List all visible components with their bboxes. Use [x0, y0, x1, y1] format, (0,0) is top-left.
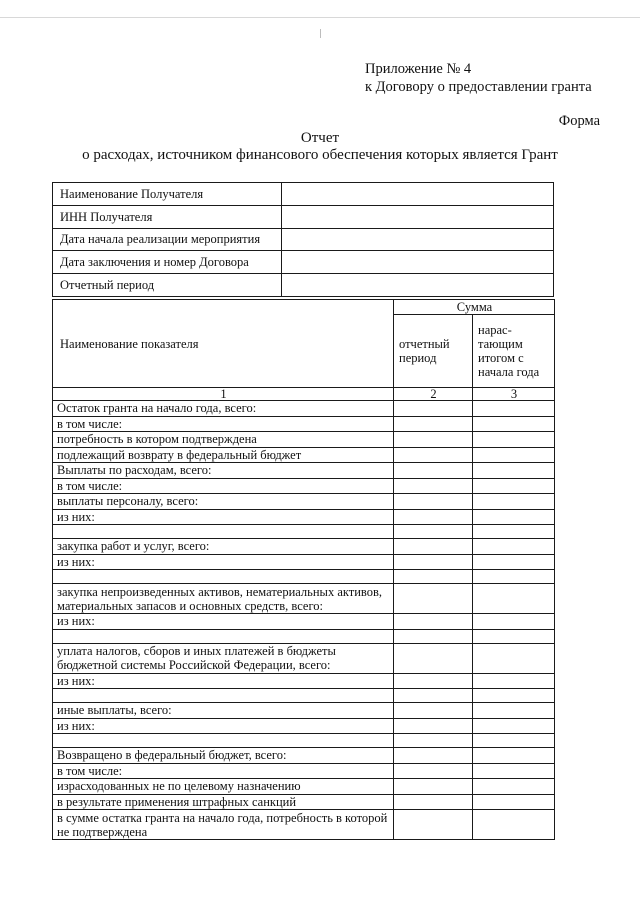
period-value-cell[interactable] — [394, 748, 473, 764]
cumulative-value-cell[interactable] — [473, 432, 555, 448]
period-value-cell[interactable] — [394, 703, 473, 719]
indicator-cell: в том числе: — [53, 416, 394, 432]
info-label: Дата заключения и номер Договора — [53, 251, 282, 274]
table-row — [53, 810, 555, 840]
table-row — [53, 554, 555, 570]
report-title: Отчет — [300, 130, 340, 146]
indicator-cell: выплаты персоналу, всего: — [53, 494, 394, 510]
cumulative-value-cell[interactable] — [473, 718, 555, 734]
cumulative-value-cell[interactable] — [473, 643, 555, 673]
indicator-cell: в том числе: — [53, 763, 394, 779]
scan-artifact-mark — [320, 29, 321, 38]
info-label: Дата начала реализации мероприятия — [53, 228, 282, 251]
table-row — [53, 584, 555, 614]
period-value-cell[interactable] — [394, 734, 473, 748]
cumulative-value-cell[interactable] — [473, 478, 555, 494]
table-row — [53, 689, 555, 703]
table-row — [53, 432, 555, 448]
table-row — [53, 703, 555, 719]
period-value-cell[interactable] — [394, 509, 473, 525]
indicator-cell: из них: — [53, 509, 394, 525]
indicator-cell: Возвращено в федеральный бюджет, всего: — [53, 748, 394, 764]
period-value-cell[interactable] — [394, 478, 473, 494]
period-value-cell[interactable] — [394, 416, 473, 432]
info-value-cell[interactable] — [282, 205, 554, 228]
table-row — [53, 779, 555, 795]
table-row — [53, 509, 555, 525]
table-row — [53, 794, 555, 810]
cumulative-value-cell[interactable] — [473, 748, 555, 764]
column-number: 1 — [53, 388, 394, 401]
annex-contract: к Договору о предоставлении гранта — [365, 79, 592, 95]
report-subtitle: о расходах, источником финансового обеспечения которых является Грант — [82, 147, 558, 163]
info-value-cell[interactable] — [282, 251, 554, 274]
cumulative-header: нарас-тающим итогом с начала года — [473, 315, 555, 388]
indicator-cell — [53, 689, 394, 703]
cumulative-value-cell[interactable] — [473, 554, 555, 570]
period-value-cell[interactable] — [394, 810, 473, 840]
table-row — [53, 718, 555, 734]
info-label: Наименование Получателя — [53, 183, 282, 206]
table-row — [53, 525, 555, 539]
cumulative-value-cell[interactable] — [473, 614, 555, 630]
info-row — [53, 251, 554, 274]
table-row — [53, 447, 555, 463]
table-row — [53, 463, 555, 479]
period-value-cell[interactable] — [394, 673, 473, 689]
column-number: 3 — [473, 388, 555, 401]
indicator-cell: в сумме остатка гранта на начало года, потребность в которой не подтверждена — [53, 810, 394, 840]
cumulative-value-cell[interactable] — [473, 494, 555, 510]
period-value-cell[interactable] — [394, 779, 473, 795]
cumulative-value-cell[interactable] — [473, 570, 555, 584]
info-row — [53, 205, 554, 228]
period-value-cell[interactable] — [394, 554, 473, 570]
header-row — [53, 300, 555, 315]
cumulative-value-cell[interactable] — [473, 539, 555, 555]
info-label: Отчетный период — [53, 274, 282, 297]
table-row — [53, 673, 555, 689]
recipient-info-table — [52, 182, 554, 297]
period-value-cell[interactable] — [394, 689, 473, 703]
indicator-cell: подлежащий возврату в федеральный бюджет — [53, 447, 394, 463]
expense-report-table — [52, 299, 555, 840]
period-value-cell[interactable] — [394, 584, 473, 614]
table-row — [53, 570, 555, 584]
cumulative-value-cell[interactable] — [473, 794, 555, 810]
cumulative-value-cell[interactable] — [473, 734, 555, 748]
period-value-cell[interactable] — [394, 629, 473, 643]
indicator-cell: уплата налогов, сборов и иных платежей в бюджеты бюджетной системы Российской Федерации, всего: — [53, 643, 394, 673]
info-row — [53, 183, 554, 206]
cumulative-value-cell[interactable] — [473, 463, 555, 479]
cumulative-value-cell[interactable] — [473, 416, 555, 432]
indicator-cell: иные выплаты, всего: — [53, 703, 394, 719]
period-value-cell[interactable] — [394, 718, 473, 734]
period-value-cell[interactable] — [394, 525, 473, 539]
table-row — [53, 629, 555, 643]
table-row — [53, 478, 555, 494]
indicator-cell: в том числе: — [53, 478, 394, 494]
info-value-cell[interactable] — [282, 274, 554, 297]
info-row — [53, 274, 554, 297]
table-row — [53, 643, 555, 673]
table-row — [53, 748, 555, 764]
indicator-cell: Остаток гранта на начало года, всего: — [53, 401, 394, 417]
table-row — [53, 494, 555, 510]
column-number: 2 — [394, 388, 473, 401]
period-value-cell[interactable] — [394, 447, 473, 463]
cumulative-value-cell[interactable] — [473, 703, 555, 719]
cumulative-value-cell[interactable] — [473, 584, 555, 614]
indicator-cell: из них: — [53, 614, 394, 630]
info-value-cell[interactable] — [282, 183, 554, 206]
indicator-cell: израсходованных не по целевому назначению — [53, 779, 394, 795]
sum-header: Сумма — [394, 300, 555, 315]
cumulative-value-cell[interactable] — [473, 525, 555, 539]
annex-reference — [365, 60, 592, 96]
table-row — [53, 416, 555, 432]
indicator-cell: Выплаты по расходам, всего: — [53, 463, 394, 479]
period-value-cell[interactable] — [394, 494, 473, 510]
indicator-cell — [53, 525, 394, 539]
table-row — [53, 539, 555, 555]
period-value-cell[interactable] — [394, 401, 473, 417]
table-row — [53, 763, 555, 779]
cumulative-value-cell[interactable] — [473, 401, 555, 417]
period-value-cell[interactable] — [394, 432, 473, 448]
period-value-cell[interactable] — [394, 614, 473, 630]
annex-number: Приложение № 4 — [365, 61, 472, 77]
column-number-row — [53, 388, 555, 401]
period-value-cell[interactable] — [394, 643, 473, 673]
period-value-cell[interactable] — [394, 463, 473, 479]
info-label: ИНН Получателя — [53, 205, 282, 228]
table-row — [53, 614, 555, 630]
form-label: Форма — [558, 113, 600, 129]
indicator-cell: закупка непроизведенных активов, нематериальных активов, материальных запасов и основных средств, всего: — [53, 584, 394, 614]
cumulative-value-cell[interactable] — [473, 509, 555, 525]
period-value-cell[interactable] — [394, 763, 473, 779]
indicator-cell: из них: — [53, 554, 394, 570]
cumulative-value-cell[interactable] — [473, 629, 555, 643]
cumulative-value-cell[interactable] — [473, 810, 555, 840]
period-value-cell[interactable] — [394, 794, 473, 810]
indicator-cell: закупка работ и услуг, всего: — [53, 539, 394, 555]
indicator-cell: потребность в котором подтверждена — [53, 432, 394, 448]
cumulative-value-cell[interactable] — [473, 779, 555, 795]
indicator-cell: в результате применения штрафных санкций — [53, 794, 394, 810]
indicator-header: Наименование показателя — [53, 300, 394, 388]
indicator-cell: из них: — [53, 673, 394, 689]
table-row — [53, 401, 555, 417]
indicator-cell — [53, 734, 394, 748]
table-row — [53, 734, 555, 748]
indicator-cell — [53, 629, 394, 643]
indicator-cell — [53, 570, 394, 584]
period-value-cell[interactable] — [394, 539, 473, 555]
indicator-cell: из них: — [53, 718, 394, 734]
cumulative-value-cell[interactable] — [473, 673, 555, 689]
period-value-cell[interactable] — [394, 570, 473, 584]
cumulative-value-cell[interactable] — [473, 763, 555, 779]
period-header: отчетный период — [394, 315, 473, 388]
cumulative-value-cell[interactable] — [473, 689, 555, 703]
info-row — [53, 228, 554, 251]
scan-artifact-line — [0, 17, 640, 18]
info-value-cell[interactable] — [282, 228, 554, 251]
cumulative-value-cell[interactable] — [473, 447, 555, 463]
